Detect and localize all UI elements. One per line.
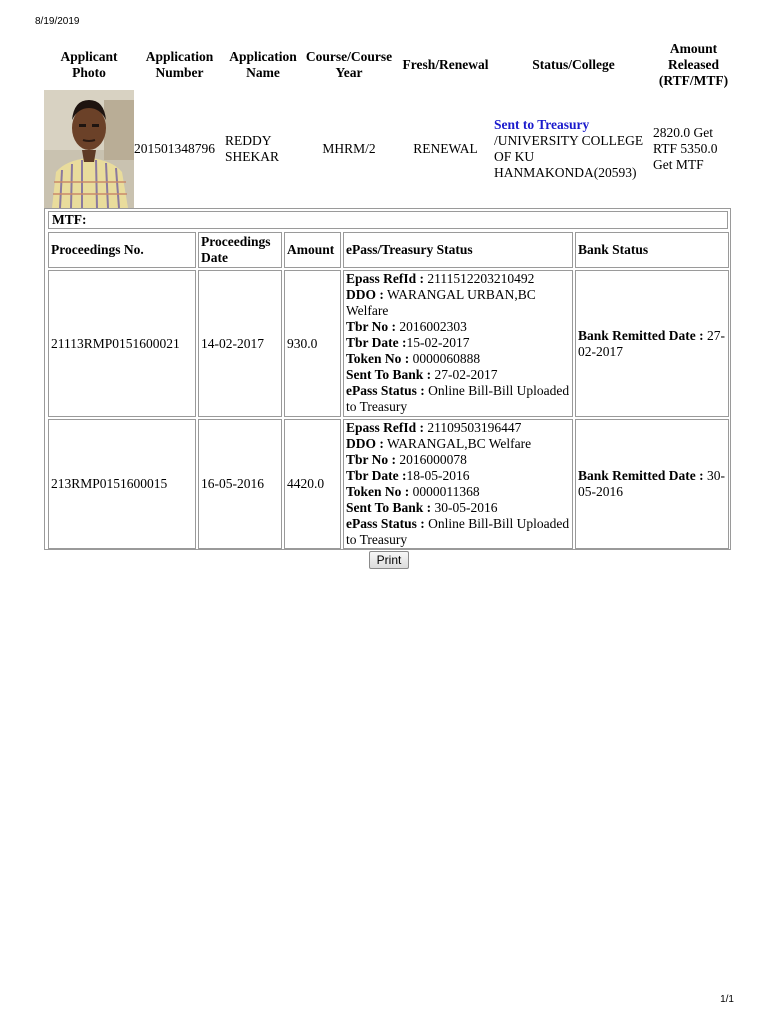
course-year: MHRM/2	[322, 141, 376, 156]
proceedings-date: 14-02-2017	[198, 270, 282, 417]
tbr-date-label: Tbr Date :	[346, 335, 407, 350]
applicant-photo	[44, 90, 134, 208]
header-applicant-photo: Applicant Photo	[60, 49, 118, 80]
bank-remitted-label: Bank Remitted Date :	[578, 327, 704, 343]
token-no-label: Token No :	[346, 484, 410, 499]
proceedings-date: 16-05-2016	[198, 419, 282, 549]
token-no: 0000060888	[412, 351, 481, 366]
application-header-row	[44, 40, 734, 90]
bank-status-cell	[575, 419, 729, 549]
status-link[interactable]: Sent to Treasury	[494, 117, 590, 132]
epass-refid: 2111512203210492	[427, 271, 535, 286]
header-bank-status: Bank Status	[575, 232, 729, 268]
epass-refid-label: Epass RefId :	[346, 420, 425, 435]
tbr-date: 18-05-2016	[406, 468, 470, 483]
epass-status-label: ePass Status :	[346, 516, 425, 531]
application-name: REDDY SHEKAR	[225, 133, 280, 164]
status-college-text: /UNIVERSITY COLLEGE OF KU HANMAKONDA(20593)	[494, 133, 644, 180]
ddo-label: DDO :	[346, 287, 384, 302]
tbr-date: 15-02-2017	[406, 335, 470, 350]
fresh-renewal: RENEWAL	[413, 141, 478, 156]
token-no-label: Token No :	[346, 351, 410, 366]
tbr-no: 2016002303	[399, 319, 467, 334]
mtf-title: MTF:	[48, 211, 728, 229]
epass-refid: 21109503196447	[427, 420, 522, 435]
epass-refid-label: Epass RefId :	[346, 271, 425, 286]
header-course: Course/Course Year	[305, 49, 393, 80]
header-status-college: Status/College	[532, 57, 615, 72]
amount-released: 2820.0 Get RTF 5350.0 Get MTF	[653, 125, 718, 172]
sent-to-bank: 27-02-2017	[434, 367, 498, 382]
sent-to-bank-label: Sent To Bank :	[346, 367, 432, 382]
print-date: 8/19/2019	[35, 16, 80, 27]
tbr-date-label: Tbr Date :	[346, 468, 407, 483]
header-application-name: Application Name	[229, 49, 297, 80]
header-amount: Amount	[284, 232, 341, 268]
epass-status-label: ePass Status :	[346, 383, 425, 398]
header-fresh-renewal: Fresh/Renewal	[402, 57, 489, 72]
header-application-number: Application Number	[145, 49, 214, 80]
proceedings-no: 21113RMP0151600021	[48, 270, 196, 417]
page-number: 1/1	[720, 994, 734, 1005]
application-row	[44, 90, 734, 208]
ddo: WARANGAL URBAN,BC Welfare	[346, 287, 536, 318]
proceedings-no: 213RMP0151600015	[48, 419, 196, 549]
tbr-no-label: Tbr No :	[346, 319, 397, 334]
header-proceedings-date: Proceedings Date	[198, 232, 282, 268]
ddo-label: DDO :	[346, 436, 384, 451]
applicant-photo-cell	[44, 90, 134, 208]
application-table	[44, 40, 734, 208]
bank-remitted-date: 30-05-2016	[578, 468, 725, 499]
sent-to-bank: 30-05-2016	[434, 500, 498, 515]
epass-status-cell	[343, 419, 573, 549]
epass-status: Online Bill-Bill Uploaded to Treasury	[346, 516, 570, 547]
token-no: 0000011368	[412, 484, 480, 499]
tbr-no: 2016000078	[399, 452, 467, 467]
status-college-cell	[494, 90, 653, 208]
application-number: 201501348796	[134, 141, 215, 156]
sent-to-bank-label: Sent To Bank :	[346, 500, 432, 515]
header-proceedings-no: Proceedings No.	[48, 232, 196, 268]
bank-remitted-label: Bank Remitted Date :	[578, 468, 704, 483]
bank-remitted-date: 27-02-2017	[578, 327, 725, 359]
amount: 4420.0	[284, 419, 341, 549]
header-amount-released: Amount Released (RTF/MTF)	[658, 41, 729, 88]
tbr-no-label: Tbr No :	[346, 452, 397, 467]
epass-status-cell	[343, 270, 573, 417]
ddo: WARANGAL,BC Welfare	[387, 436, 532, 451]
print-button[interactable]: Print	[369, 551, 409, 569]
bank-status-cell	[575, 270, 729, 417]
amount: 930.0	[284, 270, 341, 417]
header-epass-status: ePass/Treasury Status	[343, 232, 573, 268]
mtf-section	[44, 208, 731, 550]
epass-status: Online Bill-Bill Uploaded to Treasury	[346, 383, 570, 414]
